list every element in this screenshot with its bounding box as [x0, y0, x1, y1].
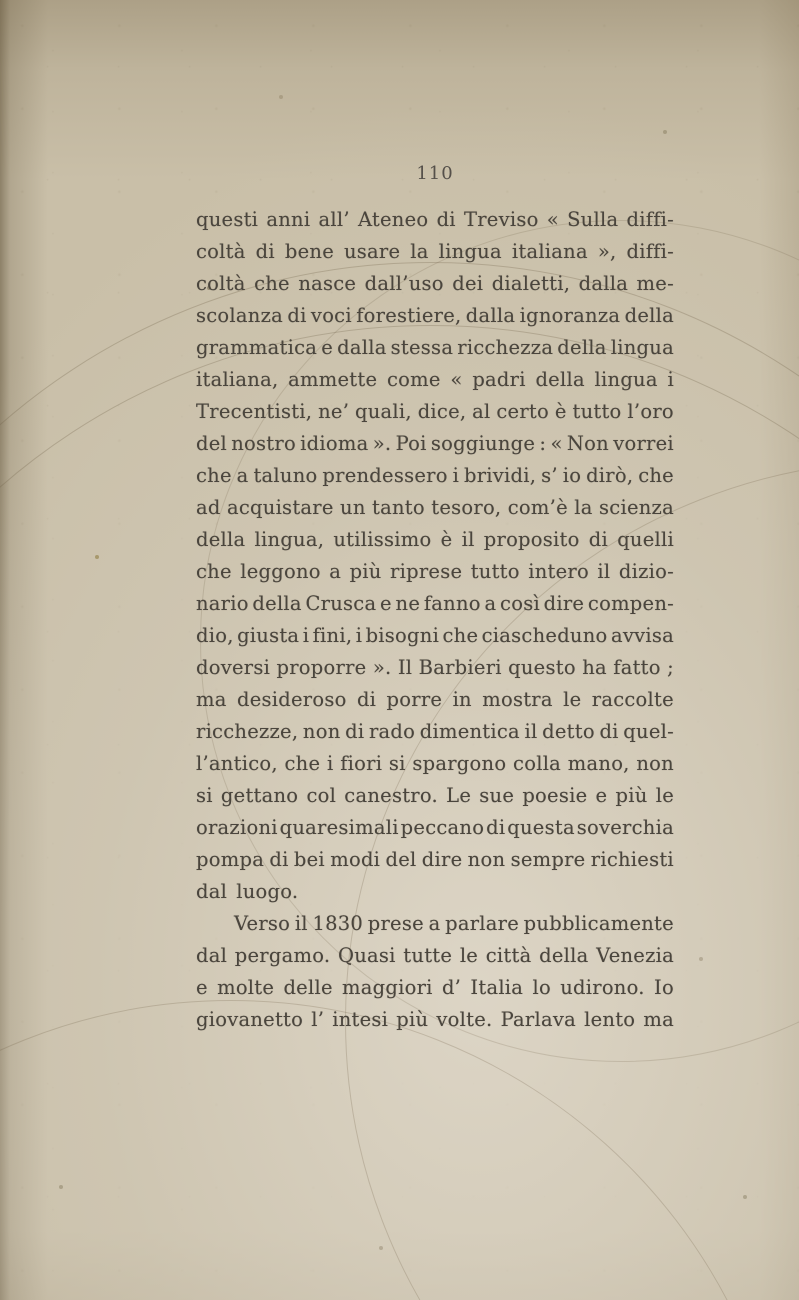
text-line: nario della Crusca e ne fanno a così dire compen-	[196, 592, 674, 615]
paper-specks	[0, 0, 2, 2]
text-line: del nostro idioma ». Poi soggiunge : « Non vorrei	[196, 432, 674, 455]
text-line: scolanza di voci forestiere, dalla ignoranza della	[196, 304, 674, 327]
text-line: dal pergamo. Quasi tutte le città della Venezia	[196, 944, 674, 967]
text-line: che leggono a più riprese tutto intero il dizio-	[196, 560, 674, 583]
page-number: 110	[416, 163, 454, 184]
page-text	[196, 204, 674, 1036]
text-line: che a taluno prendessero i brividi, s’ io dirò, che	[196, 464, 674, 487]
text-line: della lingua, utilissimo è il proposito di quelli	[196, 528, 674, 551]
text-line: coltà che nasce dall’uso dei dialetti, dalla me-	[196, 272, 674, 295]
text-line: orazioni quaresimali peccano di questa soverchia	[196, 816, 674, 839]
text-line: ricchezze, non di rado dimentica il detto di quel-	[196, 720, 674, 743]
text-line: coltà di bene usare la lingua italiana », diffi-	[196, 240, 674, 263]
text-line: questi anni all’ Ateneo di Treviso « Sulla diffi-	[196, 208, 674, 231]
text-line: italiana, ammette come « padri della lingua i	[196, 368, 674, 391]
text-line: Trecentisti, ne’ quali, dice, al certo è tutto l’oro	[196, 400, 674, 423]
showthrough-arc	[0, 1000, 792, 1300]
text-line: dal luogo.	[196, 880, 299, 903]
text-line: e molte delle maggiori d’ Italia lo udirono. Io	[196, 976, 674, 999]
text-line: ma desideroso di porre in mostra le raccolte	[196, 688, 674, 711]
text-line: grammatica e dalla stessa ricchezza della lingua	[196, 336, 674, 359]
text-line: giovanetto l’ intesi più volte. Parlava lento ma	[196, 1008, 674, 1031]
text-line: doversi proporre ». Il Barbieri questo ha fatto ;	[196, 656, 674, 679]
text-line: si gettano col canestro. Le sue poesie e più le	[196, 784, 674, 807]
text-line: Verso il 1830 prese a parlare pubblicamente	[234, 912, 674, 935]
text-line: l’antico, che i fiori si spargono colla mano, non	[196, 752, 674, 775]
text-line: pompa di bei modi del dire non sempre richiesti	[196, 848, 674, 871]
text-line: dio, giusta i fini, i bisogni che ciascheduno avvisa	[196, 624, 674, 647]
text-line: ad acquistare un tanto tesoro, com’è la scienza	[196, 496, 674, 519]
